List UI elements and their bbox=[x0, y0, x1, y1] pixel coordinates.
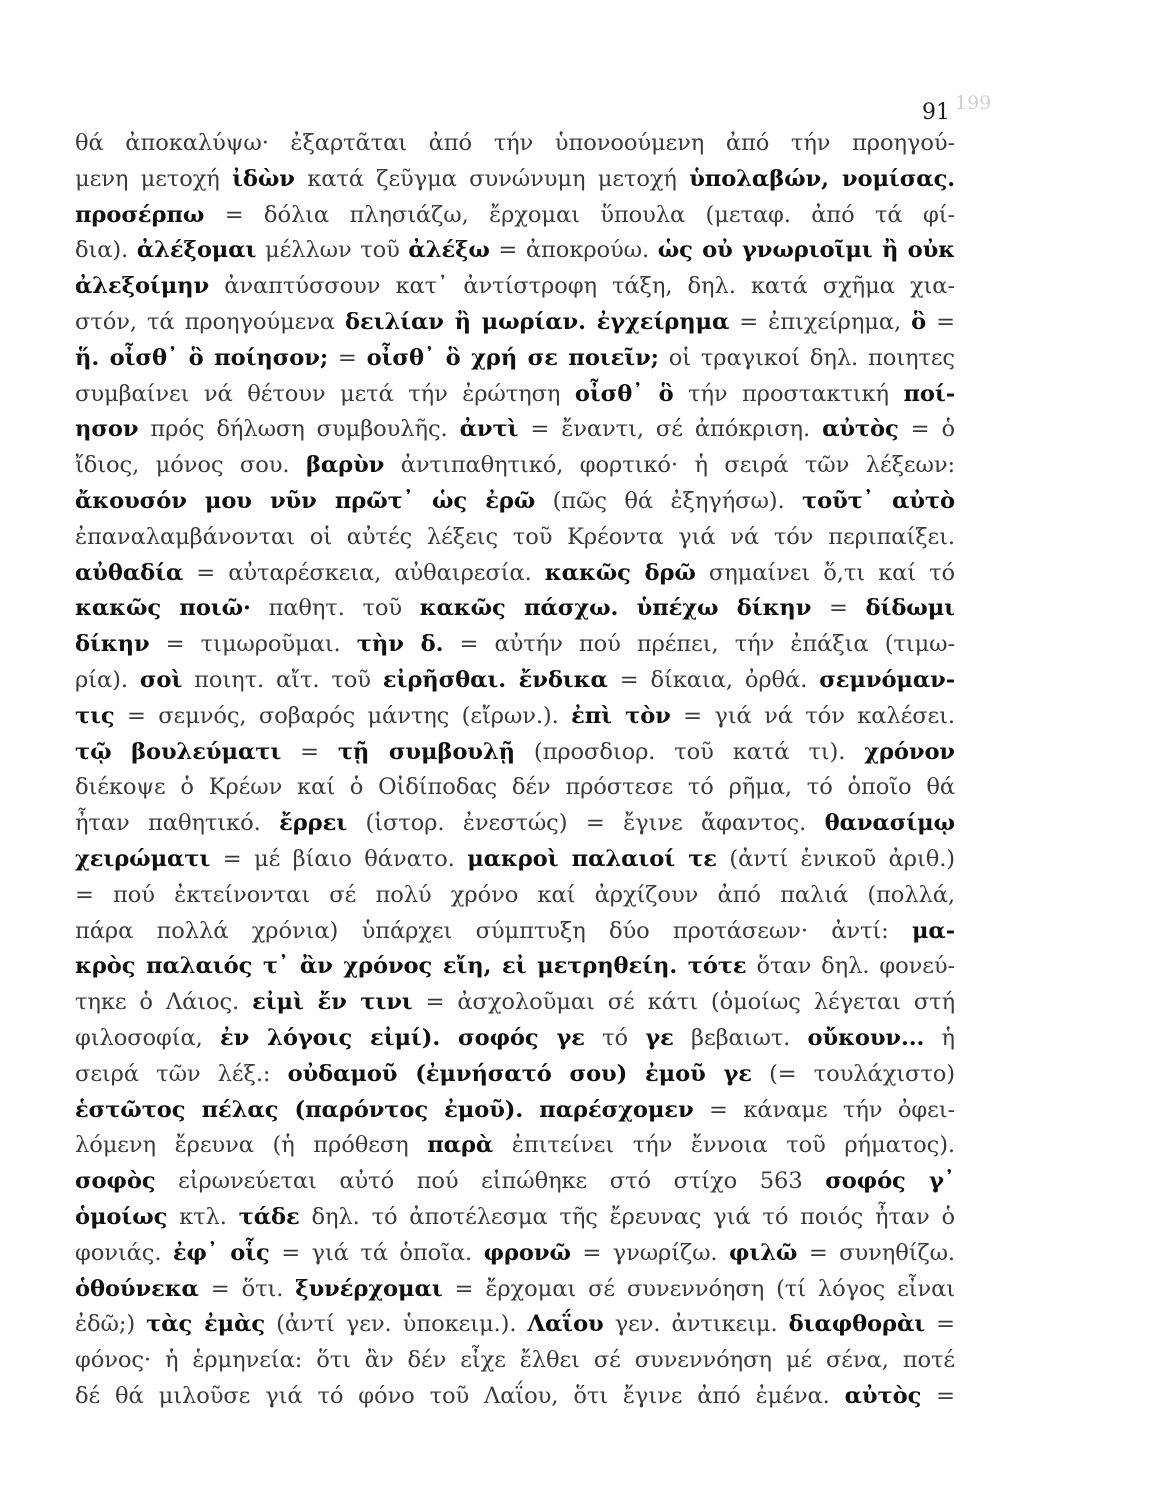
commentary-text: = ἀσχολοῦμαι σέ κάτι (ὁμοίως λέγεται στή bbox=[412, 989, 955, 1016]
text-line bbox=[75, 878, 955, 914]
commentary-text: = bbox=[328, 344, 367, 371]
commentary-text: = κάναμε τήν ὀφει- bbox=[693, 1096, 955, 1123]
commentary-text: φονιάς. bbox=[75, 1239, 173, 1266]
bold-lemma: τῇ συμβουλῇ bbox=[337, 738, 515, 765]
bold-lemma: τῷ βουλεύματι bbox=[75, 738, 282, 765]
bold-lemma: ἀλέξω bbox=[408, 237, 490, 264]
commentary-text: = γιά νά τόν καλέσει. bbox=[670, 702, 955, 729]
commentary-text: = ὅτι. bbox=[198, 1275, 296, 1302]
commentary-text: = αὐταρέσκεια, αὐθαιρεσία. bbox=[183, 559, 545, 586]
commentary-text: ρία). bbox=[75, 666, 140, 693]
bold-lemma: δίδωμι bbox=[865, 595, 955, 622]
bold-lemma: τοῦτ᾽ αὐτὸ bbox=[802, 487, 955, 514]
page-number: 91 bbox=[922, 100, 950, 125]
bold-lemma: ἥ. οἶσθ᾽ ὃ ποίησον; bbox=[75, 344, 329, 371]
bold-lemma: παρὰ bbox=[427, 1132, 494, 1159]
commentary-text: διέκοψε ὁ Κρέων καί ὁ Οἰδίποδας δέν πρόστεσε τό ρῆμα, τό ὁποῖο θά bbox=[75, 774, 955, 801]
commentary-text: = bbox=[926, 308, 955, 335]
commentary-text: θά ἀποκαλύψω· ἐξαρτᾶται ἀπό τήν ὑπονοούμενη ἀπό τήν προηγού- bbox=[75, 130, 955, 156]
commentary-text: πρός δήλωση συμβουλῆς. bbox=[138, 416, 460, 443]
bold-lemma: βαρὺν bbox=[305, 452, 385, 479]
text-line bbox=[75, 591, 955, 627]
bold-lemma: αὐτὸς bbox=[844, 1382, 922, 1409]
commentary-text: = bbox=[921, 1382, 955, 1409]
commentary-text: ἀντιπαθητικό, φορτικό· ἡ σειρά τῶν λέξεων: bbox=[384, 452, 955, 479]
commentary-text: οἱ τραγικοί δηλ. ποιητες bbox=[658, 344, 955, 371]
text-line bbox=[75, 484, 955, 520]
bold-lemma: κακῶς ποιῶ· bbox=[75, 595, 251, 622]
text-line bbox=[75, 1343, 955, 1379]
bold-lemma: θανασίμῳ bbox=[824, 810, 955, 837]
commentary-text: σημαίνει ὅ,τι καί τό bbox=[695, 559, 955, 586]
commentary-text: = αὐτήν πού πρέπει, τήν ἐπάξια (τιμω- bbox=[443, 631, 955, 658]
bold-lemma: δίκην bbox=[75, 631, 150, 658]
bold-lemma: ὃ bbox=[911, 308, 927, 335]
commentary-text: (ἱστορ. ἐνεστώς) = ἔγινε ἄφαντος. bbox=[347, 810, 825, 837]
commentary-text: = ἐπιχείρημα, bbox=[729, 308, 912, 335]
bold-lemma: γε bbox=[645, 1024, 674, 1051]
bold-lemma: δειλίαν ἢ μωρίαν. ἐγχείρημα bbox=[345, 308, 730, 335]
commentary-text: ποιητ. αἴτ. τοῦ bbox=[182, 666, 383, 693]
commentary-text: γεν. ἀντικειμ. bbox=[603, 1311, 789, 1338]
text-line bbox=[75, 520, 955, 556]
commentary-text: = ἔρχομαι σέ συνεννόηση (τί λόγος εἶναι bbox=[442, 1275, 955, 1302]
bold-lemma: ξυνέρχομαι bbox=[295, 1275, 443, 1302]
bold-lemma: ὡς οὐ γνωριοῖμι ἢ οὐκ bbox=[657, 237, 955, 264]
text-line bbox=[75, 341, 955, 377]
text-line bbox=[75, 269, 955, 305]
bold-lemma: ἀντὶ bbox=[459, 416, 519, 443]
bold-lemma: χειρώματι bbox=[75, 845, 211, 872]
text-line bbox=[75, 842, 955, 878]
bold-lemma: μακροὶ παλαιοί τε bbox=[467, 845, 717, 872]
text-line bbox=[75, 985, 955, 1021]
commentary-text: δηλ. τό ἀποτέλεσμα τῆς ἔρευνας γιά τό ποιός ἦταν ὁ bbox=[299, 1203, 955, 1230]
bold-lemma: κακῶς δρῶ bbox=[544, 559, 696, 586]
text-line bbox=[75, 162, 955, 198]
bold-lemma: τάδε bbox=[238, 1203, 300, 1230]
commentary-text: (πῶς θά ἐξηγήσω). bbox=[535, 487, 802, 514]
commentary-text: πάρα πολλά χρόνια) ὑπάρχει σύμπτυξη δύο προτάσεων· ἀντί: bbox=[75, 917, 912, 944]
text-line bbox=[75, 949, 955, 985]
commentary-text: = συνηθίζω. bbox=[797, 1239, 955, 1266]
bold-lemma: σεμνόμαν- bbox=[819, 666, 955, 693]
text-line bbox=[75, 735, 955, 771]
bold-lemma: ἐν λόγοις εἰμί). σοφός γε bbox=[219, 1024, 585, 1051]
commentary-text: = μέ βίαιο θάνατο. bbox=[210, 845, 468, 872]
text-line bbox=[75, 770, 955, 806]
text-line bbox=[75, 126, 955, 162]
commentary-text: ὅταν δηλ. φονεύ- bbox=[746, 953, 955, 980]
commentary-text: = bbox=[281, 738, 338, 765]
commentary-text: τό bbox=[584, 1024, 646, 1051]
commentary-text: τηκε ὁ Λάιος. bbox=[75, 989, 253, 1016]
bold-lemma: ποί- bbox=[903, 380, 955, 407]
bold-lemma: χρόνον bbox=[864, 738, 955, 765]
text-line bbox=[75, 1164, 955, 1200]
commentary-text-block bbox=[75, 126, 955, 1415]
bold-lemma: ἀλεξοίμην bbox=[75, 273, 210, 300]
bold-lemma: ἀλέξομαι bbox=[136, 237, 257, 264]
bold-lemma: ὑπολαβών, νομίσας. bbox=[689, 165, 955, 192]
commentary-text: μέλλων τοῦ bbox=[256, 237, 409, 264]
bold-lemma: οὔκουν... bbox=[807, 1024, 925, 1051]
bold-lemma: ησον bbox=[75, 416, 139, 443]
bold-lemma: τις bbox=[75, 702, 115, 729]
commentary-text: = bbox=[925, 1311, 955, 1338]
commentary-text: φόνος· ἡ ἑρμηνεία: ὅτι ἂν δέν εἶχε ἔλθει σέ συνεννόηση μέ σένα, ποτέ bbox=[75, 1347, 955, 1374]
commentary-text: (ἀντί γεν. ὑποκειμ.). bbox=[265, 1311, 528, 1338]
commentary-text: = πού ἐκτείνονται σέ πολύ χρόνο καί ἀρχίζουν ἀπό παλιά (πολλά, bbox=[75, 881, 955, 908]
commentary-text: δέ θά μιλοῦσε γιά τό φόνο τοῦ Λαΐου, ὅτι ἔγινε ἀπό ἐμένα. bbox=[75, 1382, 845, 1409]
commentary-text: = δίκαια, ὀρθά. bbox=[607, 666, 820, 693]
bold-lemma: προσέρπω bbox=[75, 201, 205, 228]
text-line bbox=[75, 233, 955, 269]
bold-lemma: κρὸς παλαιός τ᾽ ἂν χρόνος εἴη, εἰ μετρηθείη. τότε bbox=[75, 953, 747, 980]
commentary-text: = τιμωροῦμαι. bbox=[149, 631, 357, 658]
bold-lemma: σοφὸς bbox=[75, 1168, 156, 1195]
bold-lemma: ἔρρει bbox=[279, 810, 348, 837]
text-line bbox=[75, 412, 955, 448]
bold-lemma: μα- bbox=[911, 917, 955, 944]
bold-lemma: ὁθούνεκα bbox=[75, 1275, 199, 1302]
bold-lemma: τὴν δ. bbox=[356, 631, 444, 658]
bold-lemma: οἶσθ᾽ ὃ χρή σε ποιεῖν; bbox=[366, 344, 659, 371]
bold-lemma: κακῶς πάσχω. ὑπέχω δίκην bbox=[419, 595, 812, 622]
text-line bbox=[75, 1057, 955, 1093]
bold-lemma: ἐπὶ τὸν bbox=[571, 702, 671, 729]
commentary-text: ἴδιος, μόνος σου. bbox=[75, 452, 306, 479]
commentary-text: παθητ. τοῦ bbox=[250, 595, 420, 622]
text-line bbox=[75, 1379, 955, 1415]
bold-lemma: οὐδαμοῦ (ἐμνήσατό σου) ἐμοῦ γε bbox=[287, 1060, 752, 1087]
text-line bbox=[75, 305, 955, 341]
bleed-through-page-number: 199 bbox=[955, 92, 992, 114]
commentary-text: κτλ. bbox=[167, 1203, 239, 1230]
commentary-text: εἰρωνεύεται αὐτό πού εἰπώθηκε στό στίχο 563 bbox=[155, 1168, 826, 1195]
bold-lemma: αὐθαδία bbox=[75, 559, 184, 586]
text-line bbox=[75, 1200, 955, 1236]
commentary-text: βεβαιωτ. bbox=[673, 1024, 808, 1051]
commentary-text: ἐπαναλαμβάνονται οἱ αὐτές λέξεις τοῦ Κρέοντα γιά νά τόν περιπαίξει. bbox=[75, 523, 955, 550]
commentary-text: (ἀντί ἑνικοῦ ἀριθ.) bbox=[716, 845, 955, 872]
text-line bbox=[75, 1021, 955, 1057]
text-line bbox=[75, 1236, 955, 1272]
commentary-text: ἀναπτύσσουν κατ᾽ ἀντίστροφη τάξη, δηλ. κατά σχῆμα χια- bbox=[209, 273, 955, 300]
bold-lemma: εἰρῆσθαι. ἔνδικα bbox=[382, 666, 608, 693]
text-line bbox=[75, 1272, 955, 1308]
bold-lemma: σοφός γ᾽ bbox=[825, 1168, 955, 1195]
bold-lemma: φιλῶ bbox=[729, 1239, 798, 1266]
commentary-text: ἡ bbox=[924, 1024, 955, 1051]
text-line bbox=[75, 914, 955, 950]
commentary-text: ἐπιτείνει τήν ἔννοια τοῦ ρήματος). bbox=[493, 1132, 955, 1159]
text-line bbox=[75, 1093, 955, 1129]
commentary-text: φιλοσοφία, bbox=[75, 1024, 220, 1051]
text-line bbox=[75, 448, 955, 484]
commentary-text: ἐδῶ;) bbox=[75, 1311, 147, 1338]
commentary-text: (προσδιορ. τοῦ κατά τι). bbox=[514, 738, 865, 765]
text-line bbox=[75, 627, 955, 663]
commentary-text: = γιά τά ὁποῖα. bbox=[269, 1239, 484, 1266]
text-line bbox=[75, 663, 955, 699]
bold-lemma: Λαΐου bbox=[527, 1311, 604, 1338]
commentary-text: τήν προστακτική bbox=[673, 380, 904, 407]
commentary-text: κατά ζεῦγμα συνώνυμη μετοχή bbox=[294, 165, 690, 192]
commentary-text: μενη μετοχή bbox=[75, 165, 233, 192]
commentary-text: = ἔναντι, σέ ἀπόκριση. bbox=[518, 416, 823, 443]
commentary-text: (= τουλάχιστο) bbox=[751, 1060, 955, 1087]
text-line bbox=[75, 1128, 955, 1164]
bold-lemma: ἰδὼν bbox=[232, 165, 295, 192]
text-line bbox=[75, 556, 955, 592]
bold-lemma: σοὶ bbox=[139, 666, 183, 693]
commentary-text: = ἀποκρούω. bbox=[489, 237, 658, 264]
commentary-text: στόν, τά προηγούμενα bbox=[75, 308, 345, 335]
bold-lemma: ἐφ᾽ οἷς bbox=[172, 1239, 270, 1266]
text-line bbox=[75, 699, 955, 735]
commentary-text: = γνωρίζω. bbox=[570, 1239, 730, 1266]
text-line bbox=[75, 377, 955, 413]
text-line bbox=[75, 806, 955, 842]
commentary-text: = ὁ bbox=[898, 416, 955, 443]
bold-lemma: οἶσθ᾽ ὃ bbox=[574, 380, 674, 407]
commentary-text: συμβαίνει νά θέτουν μετά τήν ἐρώτηση bbox=[75, 380, 575, 407]
commentary-text: λόμενη ἔρευνα (ἡ πρόθεση bbox=[75, 1132, 428, 1159]
bold-lemma: φρονῶ bbox=[483, 1239, 571, 1266]
bold-lemma: διαφθορὰι bbox=[788, 1311, 926, 1338]
bold-lemma: εἰμὶ ἔν τινι bbox=[252, 989, 413, 1016]
commentary-text: δια). bbox=[75, 237, 137, 264]
text-line bbox=[75, 198, 955, 234]
commentary-text: = bbox=[811, 595, 866, 622]
commentary-text: = δόλια πλησιάζω, ἔρχομαι ὕπουλα (μεταφ. ἀπό τά φί- bbox=[204, 201, 955, 228]
text-line bbox=[75, 1307, 955, 1343]
bold-lemma: ἑστῶτος πέλας (παρόντος ἐμοῦ). παρέσχομεν bbox=[75, 1096, 694, 1123]
bold-lemma: τὰς ἐμὰς bbox=[146, 1311, 266, 1338]
bold-lemma: αὐτὸς bbox=[822, 416, 899, 443]
commentary-text: ἦταν παθητικό. bbox=[75, 810, 280, 837]
commentary-text: = σεμνός, σοβαρός μάντης (εἴρων.). bbox=[114, 702, 572, 729]
bold-lemma: ἄκουσόν μου νῦν πρῶτ᾽ ὡς ἐρῶ bbox=[75, 487, 536, 514]
commentary-text: σειρά τῶν λέξ.: bbox=[75, 1060, 288, 1087]
bold-lemma: ὁμοίως bbox=[75, 1203, 168, 1230]
